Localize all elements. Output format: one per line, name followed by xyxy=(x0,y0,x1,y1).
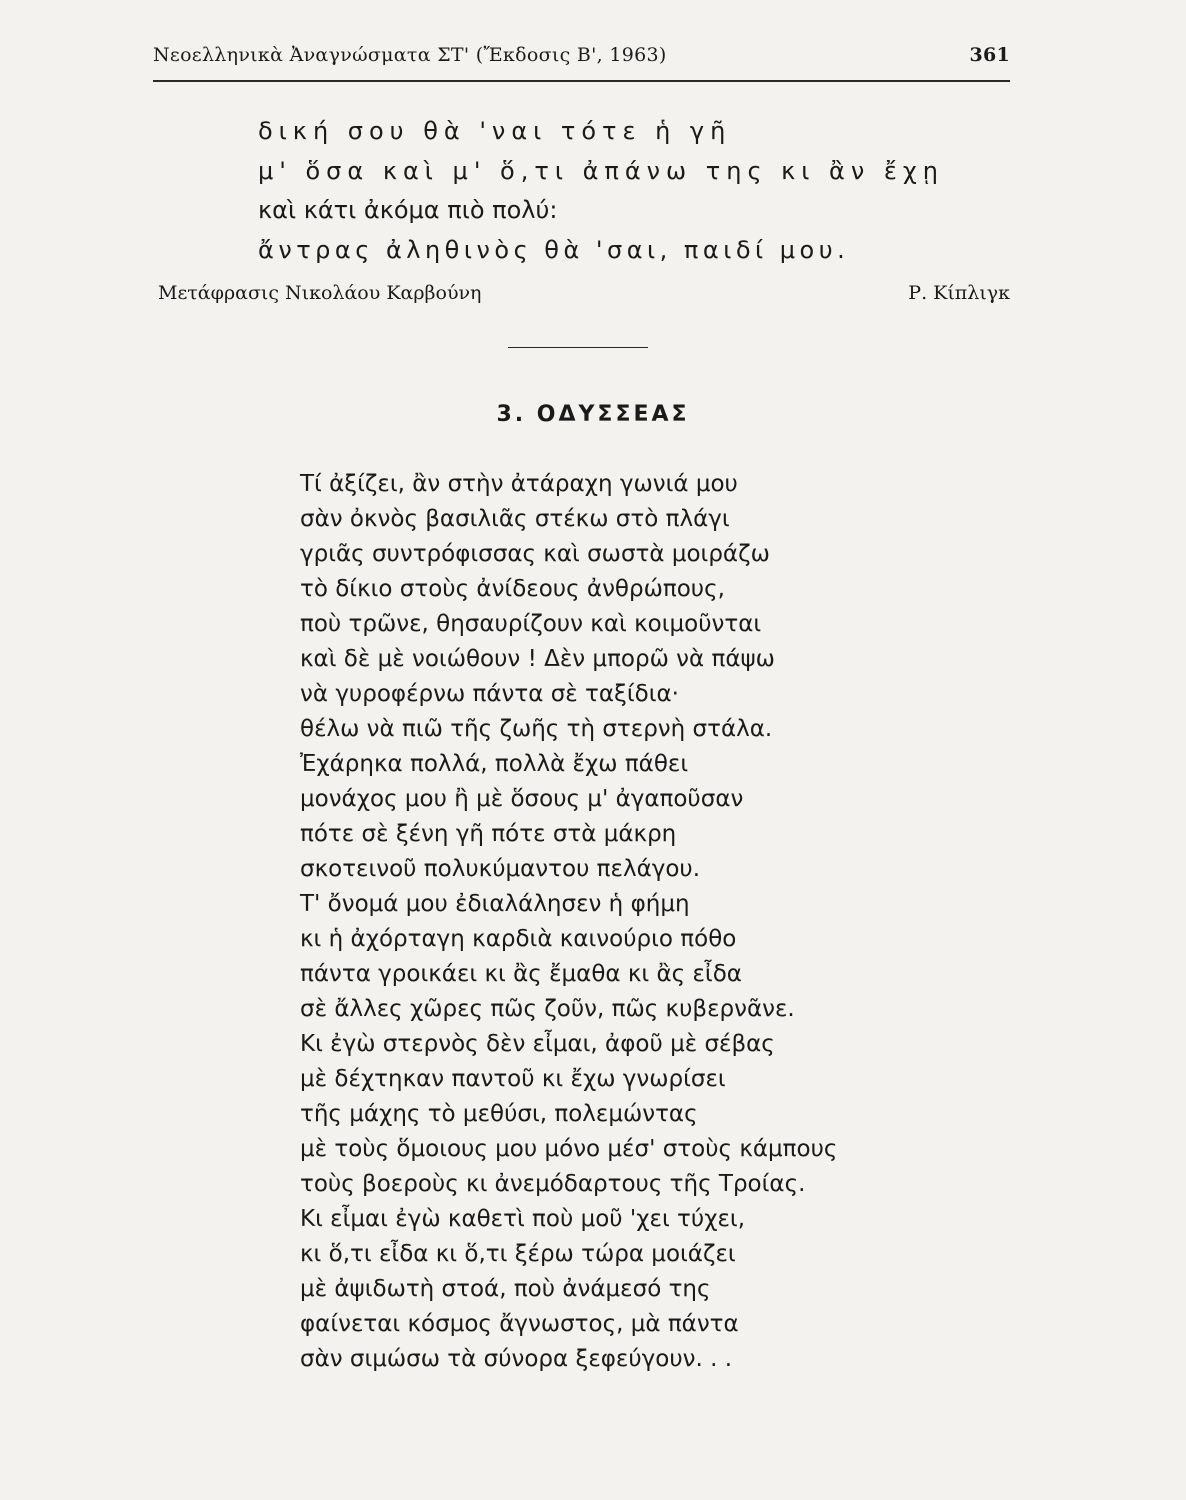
kipling-poem-ending xyxy=(258,112,1018,270)
poem-line: σκοτεινοῦ πολυκύμαντου πελάγου. xyxy=(300,856,701,882)
stanza-line: μ' ὅσα καὶ μ' ὅ,τι ἀπάνω της κι ἂν ἔχῃ xyxy=(258,156,944,185)
poem-line: μὲ δέχτηκαν παντοῦ κι ἔχω γνωρίσει xyxy=(300,1066,726,1092)
poem-line: Κι ἐγὼ στερνὸς δὲν εἶμαι, ἀφοῦ μὲ σέβας xyxy=(300,1031,775,1057)
poem-line: νὰ γυροφέρνω πάντα σὲ ταξίδια· xyxy=(300,681,679,707)
header-rule xyxy=(153,80,1010,82)
page-number: 361 xyxy=(969,44,1010,66)
poem-line: Τί ἀξίζει, ἂν στὴν ἀτάραχη γωνιά μου xyxy=(300,471,738,497)
page-header xyxy=(153,44,1010,66)
poem-line: μὲ ἀψιδωτὴ στοά, ποὺ ἀνάμεσό της xyxy=(300,1276,711,1302)
poem-line: κι ἡ ἀχόρταγη καρδιὰ καινούριο πόθο xyxy=(300,926,737,952)
poem-line: τῆς μάχης τὸ μεθύσι, πολεμώντας xyxy=(300,1101,698,1127)
poem-line: φαίνεται κόσμος ἄγνωστος, μὰ πάντα xyxy=(300,1311,739,1337)
author-credit: Ρ. Κίπλιγκ xyxy=(908,282,1010,304)
poem-line: μὲ τοὺς ὅμοιους μου μόνο μέσ' στοὺς κάμπους xyxy=(300,1136,838,1162)
poem-line: Ἐχάρηκα πολλά, πολλὰ ἔχω πάθει xyxy=(300,751,689,777)
poem-line: σὲ ἄλλες χῶρες πῶς ζοῦν, πῶς κυβερνᾶνε. xyxy=(300,996,795,1022)
poem-line: τοὺς βοεροὺς κι ἀνεμόδαρτους τῆς Τροίας. xyxy=(300,1171,806,1197)
poem-line: καὶ δὲ μὲ νοιώθουν ! Δὲν μπορῶ νὰ πάψω xyxy=(300,646,775,672)
odysseus-poem xyxy=(300,467,1020,1377)
poem-line: θέλω νὰ πιῶ τῆς ζωῆς τὴ στερνὴ στάλα. xyxy=(300,716,773,742)
poem-line: τὸ δίκιο στοὺς ἀνίδεους ἀνθρώπους, xyxy=(300,576,725,602)
translator-credit: Μετάφρασις Νικολάου Καρβούνη xyxy=(158,282,482,304)
poem-line: κι ὅ,τι εἶδα κι ὅ,τι ξέρω τώρα μοιάζει xyxy=(300,1241,736,1267)
stanza-line: ἄντρας ἀληθινὸς θὰ 'σαι, παιδί μου. xyxy=(258,235,850,264)
poem-line: σὰν σιμώσω τὰ σύνορα ξεφεύγουν. . . xyxy=(300,1346,733,1372)
poem-line: σὰν ὀκνὸς βασιλιᾶς στέκω στὸ πλάγι xyxy=(300,506,730,532)
poem-line: Κι εἶμαι ἐγὼ καθετὶ ποὺ μοῦ 'χει τύχει, xyxy=(300,1206,746,1232)
running-title: Νεοελληνικὰ Ἀναγνώσματα ΣΤ' (Ἔκδοσις Β', 1963) xyxy=(153,44,667,66)
poem-line: πότε σὲ ξένη γῆ πότε στὰ μάκρη xyxy=(300,821,677,847)
stanza-line: καὶ κάτι ἀκόμα πιὸ πολύ: xyxy=(258,196,558,224)
poem-line: ποὺ τρῶνε, θησαυρίζουν καὶ κοιμοῦνται xyxy=(300,611,762,637)
section-title: 3. ΟΔΥΣΣΕΑΣ xyxy=(496,402,690,427)
stanza-line: δική σου θὰ 'ναι τότε ἡ γῆ xyxy=(258,117,732,145)
poem-line: μονάχος μου ἢ μὲ ὅσους μ' ἀγαποῦσαν xyxy=(300,786,744,812)
poem-line: γριᾶς συντρόφισσας καὶ σωστὰ μοιράζω xyxy=(300,541,770,567)
poem-line: Τ' ὄνομά μου ἐδιαλάλησεν ἡ φήμη xyxy=(300,891,690,917)
section-divider xyxy=(508,347,648,348)
poem-line: πάντα γροικάει κι ἂς ἔμαθα κι ἂς εἶδα xyxy=(300,961,742,987)
